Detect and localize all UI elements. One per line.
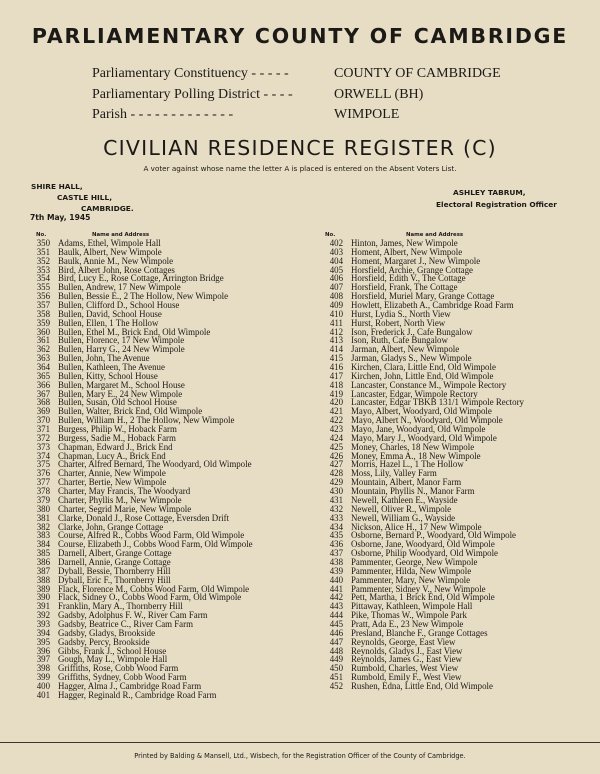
elector-name-address: Charter, Phyllis M., New Wimpole bbox=[58, 494, 182, 505]
elector-name-address: Horsfield, Archie, Grange Cottage bbox=[351, 264, 473, 275]
elector-name-address: Mayo, Albert N., Woodyard, Old Wimpole bbox=[351, 415, 503, 426]
elector-number: 393 bbox=[36, 618, 50, 629]
elector-name-address: Reynolds, Gladys J., East View bbox=[351, 645, 463, 656]
elector-number: 383 bbox=[36, 530, 50, 541]
elector-name-address: Bird, Albert John, Rose Cottages bbox=[58, 264, 175, 275]
elector-name-address: Bullen, Clifford D., School House bbox=[58, 300, 180, 311]
elector-number: 389 bbox=[36, 583, 50, 594]
elector-number: 438 bbox=[329, 556, 343, 567]
elector-name-address: Horsfield, Edith V., The Cottage bbox=[351, 273, 466, 284]
elector-number: 448 bbox=[329, 645, 343, 656]
elector-number: 432 bbox=[329, 503, 343, 514]
elector-name-address: Pammenter, George, New Wimpole bbox=[351, 556, 478, 567]
elector-number: 414 bbox=[329, 344, 343, 355]
elector-number: 395 bbox=[36, 636, 50, 647]
elector-name-address: Mayo, Albert, Woodyard, Old Wimpole bbox=[351, 406, 492, 417]
elector-number: 433 bbox=[329, 512, 343, 523]
elector-name-address: Gadsby, Beatrice C., River Cam Farm bbox=[58, 618, 193, 629]
elector-name-address: Money, Charles, 18 New Wimpole bbox=[351, 441, 475, 452]
elector-name-address: Kirchen, John, Little End, Old Wimpole bbox=[351, 370, 494, 381]
elector-name-address: Bullen, Ellen, 1 The Hollow bbox=[58, 317, 159, 328]
elector-name-address: Charter, Bertie, New Wimpole bbox=[58, 477, 167, 488]
elector-name-address: Griffiths, Rose, Cobb Wood Farm bbox=[58, 663, 179, 674]
elector-name-address: Darnell, Albert, Grange Cottage bbox=[58, 548, 172, 559]
elector-name-address: Flack, Florence M., Cobbs Wood Farm, Old Wimpole bbox=[58, 583, 250, 594]
elector-number: 379 bbox=[36, 494, 50, 505]
right-column-no-header: No. bbox=[325, 232, 336, 238]
elector-name-address: Bullen, William H., 2 The Hollow, New Wimpole bbox=[58, 415, 235, 426]
elector-number: 428 bbox=[329, 468, 343, 479]
elector-name-address: Pett, Martha, 1 Brick End, Old Wimpole bbox=[351, 592, 495, 603]
elector-name-address: Bullen, Bessie E., 2 The Hollow, New Wimpole bbox=[58, 291, 229, 302]
register-entry bbox=[28, 691, 318, 700]
elector-number: 384 bbox=[36, 539, 50, 550]
elector-number: 398 bbox=[36, 663, 50, 674]
register-title: CIVILIAN RESIDENCE REGISTER (C) bbox=[103, 136, 497, 160]
elector-name-address: Rushen, Edna, Little End, Old Wimpole bbox=[351, 680, 493, 691]
elector-name-address: Course, Alfred R., Cobbs Wood Farm, Old Wimpole bbox=[58, 530, 245, 541]
elector-name-address: Adams, Ethel, Wimpole Hall bbox=[58, 238, 161, 248]
elector-name-address: Pammenter, Sidney V., New Wimpole bbox=[351, 583, 486, 594]
elector-number: 356 bbox=[36, 291, 50, 302]
parish-value: WIMPOLE bbox=[334, 107, 400, 122]
printer-footer: Printed by Balding & Mansell, Ltd., Wisbech, for the Registration Officer of the County of Cambridge. bbox=[134, 752, 466, 760]
elector-number: 409 bbox=[329, 300, 343, 311]
elector-name-address: Baulk, Albert, New Wimpole bbox=[58, 246, 162, 257]
elector-name-address: Jarman, Albert, New Wimpole bbox=[351, 344, 460, 355]
elector-name-address: Course, Elizabeth J., Cobbs Wood Farm, Old Wimpole bbox=[58, 539, 253, 550]
elector-name-address: Darnell, Annie, Grange Cottage bbox=[58, 556, 171, 567]
elector-name-address: Lancaster, Constance M., Wimpole Rectory bbox=[351, 379, 507, 390]
elector-name-address: Hinton, James, New Wimpole bbox=[351, 238, 458, 248]
elector-number: 367 bbox=[36, 388, 50, 399]
address-line-3: CAMBRIDGE. bbox=[81, 204, 134, 213]
elector-name-address: Reynolds, George, East View bbox=[351, 636, 456, 647]
elector-name-address: Presland, Blanche F., Grange Cottages bbox=[351, 627, 488, 638]
elector-name-address: Gibbs, Frank J., School House bbox=[58, 645, 167, 656]
polling-district-label: Parliamentary Polling District - - - - bbox=[92, 87, 293, 102]
register-date: 7th May, 1945 bbox=[30, 213, 91, 222]
elector-number: 394 bbox=[36, 627, 50, 638]
elector-name-address: Ison, Frederick J., Cafe Bungalow bbox=[351, 326, 473, 337]
elector-name-address: Homent, Albert, New Wimpole bbox=[351, 246, 463, 257]
elector-name-address: Bullen, Susan, Old School House bbox=[58, 397, 177, 408]
elector-number: 423 bbox=[329, 424, 343, 435]
elector-number: 357 bbox=[36, 300, 50, 311]
elector-name-address: Clarke, Donald J., Rose Cottage, Eversden Drift bbox=[58, 512, 230, 523]
elector-name-address: Ison, Ruth, Cafe Bungalow bbox=[351, 335, 448, 346]
elector-number: 374 bbox=[36, 450, 50, 461]
elector-number: 446 bbox=[329, 627, 343, 638]
elector-name-address: Chapman, Lucy A., Brick End bbox=[58, 450, 166, 461]
elector-name-address: Pike, Thomas W., Wimpole Park bbox=[351, 610, 467, 621]
elector-number: 352 bbox=[36, 255, 50, 266]
elector-number: 437 bbox=[329, 548, 343, 559]
elector-name-address: Horsfield, Muriel Mary, Grange Cottage bbox=[351, 291, 495, 302]
elector-number: 402 bbox=[329, 238, 343, 248]
elector-name-address: Bullen, David, School House bbox=[58, 308, 162, 319]
elector-number: 439 bbox=[329, 565, 343, 576]
left-column-no-header: No. bbox=[36, 232, 47, 238]
elector-number: 388 bbox=[36, 574, 50, 585]
elector-number: 380 bbox=[36, 503, 50, 514]
elector-number: 396 bbox=[36, 645, 50, 656]
elector-number: 410 bbox=[329, 308, 343, 319]
elector-number: 451 bbox=[329, 672, 343, 683]
elector-name-address: Bullen, Kathleen, The Avenue bbox=[58, 362, 165, 373]
elector-name-address: Mountain, Phyllis N., Manor Farm bbox=[351, 486, 475, 497]
officer-name: ASHLEY TABRUM, bbox=[453, 188, 526, 197]
elector-name-address: Jarman, Gladys S., New Wimpole bbox=[351, 353, 472, 364]
elector-number: 373 bbox=[36, 441, 50, 452]
elector-name-address: Pammenter, Mary, New Wimpole bbox=[351, 574, 471, 585]
elector-number: 415 bbox=[329, 353, 343, 364]
elector-name-address: Homent, Margaret J., New Wimpole bbox=[351, 255, 481, 266]
elector-number: 434 bbox=[329, 521, 343, 532]
elector-number: 368 bbox=[36, 397, 50, 408]
constituency-value: COUNTY OF CAMBRIDGE bbox=[334, 66, 501, 81]
elector-name-address: Osborne, Jane, Woodyard, Old Wimpole bbox=[351, 539, 495, 550]
elector-number: 399 bbox=[36, 672, 50, 683]
elector-number: 351 bbox=[36, 246, 50, 257]
elector-name-address: Rumbold, Emily F., West View bbox=[351, 672, 462, 683]
elector-number: 370 bbox=[36, 415, 50, 426]
elector-name-address: Mayo, Mary J., Woodyard, Old Wimpole bbox=[351, 432, 497, 443]
elector-name-address: Bullen, Ethel M., Brick End, Old Wimpole bbox=[58, 326, 211, 337]
elector-number: 425 bbox=[329, 441, 343, 452]
elector-name-address: Newell, William G., Wayside bbox=[351, 512, 456, 523]
elector-number: 372 bbox=[36, 432, 50, 443]
elector-number: 377 bbox=[36, 477, 50, 488]
elector-number: 397 bbox=[36, 654, 50, 665]
elector-name-address: Nickson, Alice H., 17 New Wimpole bbox=[351, 521, 482, 532]
elector-number: 358 bbox=[36, 308, 50, 319]
elector-name-address: Morris, Hazel L., 1 The Hollow bbox=[351, 459, 464, 470]
elector-number: 391 bbox=[36, 601, 50, 612]
constituency-label: Parliamentary Constituency - - - - - bbox=[92, 66, 289, 81]
elector-number: 371 bbox=[36, 424, 50, 435]
elector-name-address: Bullen, Margaret M., School House bbox=[58, 379, 185, 390]
footer-rule bbox=[0, 742, 600, 743]
elector-number: 390 bbox=[36, 592, 50, 603]
elector-name-address: Gadsby, Gladys, Brookside bbox=[58, 627, 156, 638]
elector-number: 440 bbox=[329, 574, 343, 585]
elector-name-address: Osborne, Philip Woodyard, Old Wimpole bbox=[351, 548, 498, 559]
elector-number: 364 bbox=[36, 362, 50, 373]
elector-name-address: Bullen, Andrew, 17 New Wimpole bbox=[58, 282, 181, 293]
elector-number: 450 bbox=[329, 663, 343, 674]
elector-number: 411 bbox=[330, 317, 343, 328]
elector-number: 449 bbox=[329, 654, 343, 665]
elector-name-address: Hagger, Alma J., Cambridge Road Farm bbox=[58, 680, 202, 691]
elector-name-address: Baulk, Annie M., New Wimpole bbox=[58, 255, 174, 266]
elector-number: 452 bbox=[329, 680, 343, 691]
elector-number: 407 bbox=[329, 282, 343, 293]
elector-number: 420 bbox=[329, 397, 343, 408]
elector-number: 385 bbox=[36, 548, 50, 559]
elector-name-address: Pammenter, Hilda, New Wimpole bbox=[351, 565, 472, 576]
elector-number: 442 bbox=[329, 592, 343, 603]
elector-number: 408 bbox=[329, 291, 343, 302]
elector-name-address: Flack, Sidney O., Cobbs Wood Farm, Old Wimpole bbox=[58, 592, 242, 603]
elector-number: 413 bbox=[329, 335, 343, 346]
parish-label: Parish - - - - - - - - - - - - - bbox=[92, 107, 234, 122]
register-entry bbox=[321, 682, 591, 691]
elector-name-address: Reynolds, James G., East View bbox=[351, 654, 462, 665]
elector-number: 375 bbox=[36, 459, 50, 470]
elector-number: 363 bbox=[36, 353, 50, 364]
elector-name-address: Lancaster, Edgar TBKB 131/1 Wimpole Rectory bbox=[351, 397, 524, 408]
elector-number: 426 bbox=[329, 450, 343, 461]
elector-number: 361 bbox=[36, 335, 50, 346]
elector-name-address: Rumbold, Charles, West View bbox=[351, 663, 459, 674]
elector-number: 429 bbox=[329, 477, 343, 488]
elector-name-address: Mayo, Jane, Woodyard, Old Wimpole bbox=[351, 424, 486, 435]
elector-name-address: Bullen, Harry G., 24 New Wimpole bbox=[58, 344, 185, 355]
elector-name-address: Charter, Alfred Bernard, The Woodyard, Old Wimpole bbox=[58, 459, 252, 470]
elector-number: 443 bbox=[329, 601, 343, 612]
elector-name-address: Newell, Kathleen E., Wayside bbox=[351, 494, 458, 505]
elector-number: 403 bbox=[329, 246, 343, 257]
elector-number: 401 bbox=[36, 689, 50, 700]
elector-name-address: Charter, May Francis, The Woodyard bbox=[58, 486, 191, 497]
elector-number: 436 bbox=[329, 539, 343, 550]
absent-voters-note: A voter against whose name the letter A is placed is entered on the Absent Voters List. bbox=[143, 164, 457, 173]
elector-name-address: Kirchen, Clara, Little End, Old Wimpole bbox=[351, 362, 496, 373]
elector-number: 360 bbox=[36, 326, 50, 337]
elector-name-address: Pittaway, Kathleen, Wimpole Hall bbox=[351, 601, 473, 612]
elector-number: 405 bbox=[329, 264, 343, 275]
elector-number: 353 bbox=[36, 264, 50, 275]
elector-number: 359 bbox=[36, 317, 50, 328]
elector-number: 447 bbox=[329, 636, 343, 647]
document-title: PARLIAMENTARY COUNTY OF CAMBRIDGE bbox=[31, 24, 569, 48]
right-column-name-header: Name and Address bbox=[406, 232, 464, 238]
elector-name-address: Chapman, Edward J., Brick End bbox=[58, 441, 173, 452]
elector-number: 350 bbox=[36, 238, 50, 248]
officer-title: Electoral Registration Officer bbox=[436, 200, 557, 209]
address-line-1: SHIRE HALL, bbox=[31, 182, 83, 191]
elector-name-address: Osborne, Bernard P., Woodyard, Old Wimpole bbox=[351, 530, 516, 541]
elector-name-address: Horsfield, Frank, The Cottage bbox=[351, 282, 458, 293]
elector-number: 392 bbox=[36, 610, 50, 621]
right-entries-column bbox=[321, 239, 591, 691]
elector-name-address: Hurst, Robert, North View bbox=[351, 317, 446, 328]
elector-number: 417 bbox=[329, 370, 343, 381]
elector-number: 419 bbox=[329, 388, 343, 399]
elector-number: 404 bbox=[329, 255, 343, 266]
elector-name-address: Bullen, Florence, 17 New Wimpole bbox=[58, 335, 185, 346]
elector-name-address: Newell, Oliver R., Wimpole bbox=[351, 503, 452, 514]
elector-number: 365 bbox=[36, 370, 50, 381]
elector-name-address: Charter, Annie, New Wimpole bbox=[58, 468, 166, 479]
address-line-2: CASTLE HILL, bbox=[57, 193, 113, 202]
elector-number: 355 bbox=[36, 282, 50, 293]
elector-number: 376 bbox=[36, 468, 50, 479]
elector-name-address: Dyball, Eric F., Thornberry Hill bbox=[58, 574, 171, 585]
elector-name-address: Clarke, John, Grange Cottage bbox=[58, 521, 164, 532]
elector-name-address: Bullen, John, The Avenue bbox=[58, 353, 150, 364]
elector-number: 445 bbox=[329, 618, 343, 629]
left-column-name-header: Name and Address bbox=[92, 232, 150, 238]
elector-number: 416 bbox=[329, 362, 343, 373]
elector-number: 387 bbox=[36, 565, 50, 576]
elector-number: 406 bbox=[329, 273, 343, 284]
elector-number: 435 bbox=[329, 530, 343, 541]
elector-name-address: Mountain, Albert, Manor Farm bbox=[351, 477, 462, 488]
elector-number: 422 bbox=[329, 415, 343, 426]
elector-number: 444 bbox=[329, 610, 343, 621]
elector-number: 430 bbox=[329, 486, 343, 497]
elector-number: 412 bbox=[329, 326, 343, 337]
elector-name-address: Gadsby, Adolphus F. W., River Cam Farm bbox=[58, 610, 208, 621]
elector-name-address: Franklin, Mary A., Thornberry Hill bbox=[58, 601, 183, 612]
elector-name-address: Hagger, Reginald R., Cambridge Road Farm bbox=[58, 689, 217, 700]
elector-name-address: Howlett, Elizabeth A., Cambridge Road Farm bbox=[351, 300, 514, 311]
elector-number: 441 bbox=[329, 583, 343, 594]
elector-name-address: Charter, Segrid Marie, New Wimpole bbox=[58, 503, 192, 514]
elector-name-address: Pratt, Ada E., 23 New Wimpole bbox=[351, 618, 464, 629]
elector-number: 366 bbox=[36, 379, 50, 390]
elector-number: 431 bbox=[329, 494, 343, 505]
elector-name-address: Burgess, Sadie M., Hoback Farm bbox=[58, 432, 176, 443]
elector-name-address: Gough, May L., Wimpole Hall bbox=[58, 654, 168, 665]
elector-number: 386 bbox=[36, 556, 50, 567]
elector-name-address: Bullen, Mary E., 24 New Wimpole bbox=[58, 388, 183, 399]
elector-number: 381 bbox=[36, 512, 50, 523]
elector-name-address: Gadsby, Percy, Brookside bbox=[58, 636, 150, 647]
elector-name-address: Lancaster, Edgar, Wimpole Rectory bbox=[351, 388, 478, 399]
elector-number: 362 bbox=[36, 344, 50, 355]
elector-name-address: Burgess, Philip W., Hoback Farm bbox=[58, 424, 177, 435]
elector-name-address: Bullen, Kitty, School House bbox=[58, 370, 158, 381]
elector-name-address: Moss, Lily, Valley Farm bbox=[351, 468, 437, 479]
left-entries-column bbox=[28, 239, 318, 700]
polling-district-value: ORWELL (BH) bbox=[334, 87, 424, 102]
elector-number: 382 bbox=[36, 521, 50, 532]
elector-number: 427 bbox=[329, 459, 343, 470]
elector-name-address: Griffiths, Sydney, Cobb Wood Farm bbox=[58, 672, 187, 683]
elector-number: 369 bbox=[36, 406, 50, 417]
elector-number: 421 bbox=[329, 406, 343, 417]
elector-name-address: Dyball, Bessie, Thornberry Hill bbox=[58, 565, 171, 576]
elector-number: 418 bbox=[329, 379, 343, 390]
elector-number: 354 bbox=[36, 273, 50, 284]
elector-name-address: Hurst, Lydia S., North View bbox=[351, 308, 451, 319]
elector-name-address: Money, Emma A., 18 New Wimpole bbox=[351, 450, 481, 461]
elector-name-address: Bullen, Walter, Brick End, Old Wimpole bbox=[58, 406, 203, 417]
elector-number: 378 bbox=[36, 486, 50, 497]
elector-name-address: Bird, Lucy E., Rose Cottage, Arrington Bridge bbox=[58, 273, 224, 284]
elector-number: 424 bbox=[329, 432, 343, 443]
elector-number: 400 bbox=[36, 680, 50, 691]
